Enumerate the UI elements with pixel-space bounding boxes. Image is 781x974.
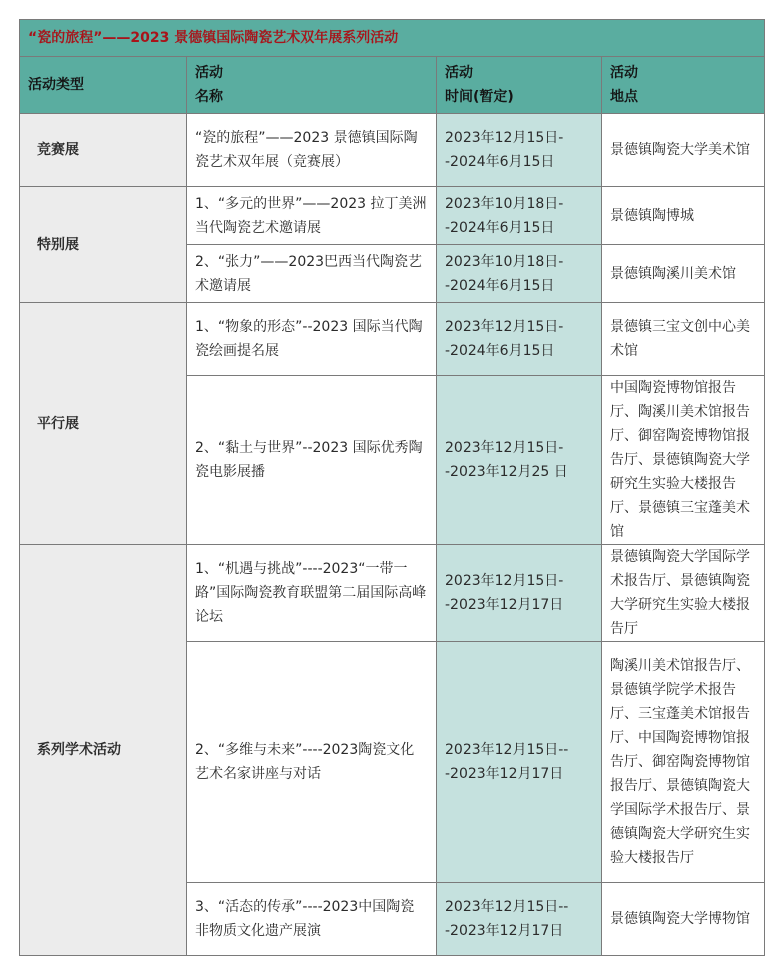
- activity-type: 特别展: [20, 187, 187, 303]
- activity-place: 陶溪川美术馆报告厅、景德镇学院学术报告厅、三宝蓬美术馆报告厅、中国陶瓷博物馆报告厅、御窑陶瓷博物馆报告厅、景德镇陶瓷大学国际学术报告厅、景德镇陶瓷大学研究生实验大楼报告厅: [602, 642, 765, 883]
- table-row: [20, 303, 765, 376]
- header-row: [20, 57, 765, 114]
- table-row: [20, 114, 765, 187]
- activity-time: 2023年12月15日--2024年6月15日: [437, 114, 602, 187]
- activity-name: 2、“多维与未来”----2023陶瓷文化艺术名家讲座与对话: [187, 642, 437, 883]
- activity-name: 3、“活态的传承”----2023中国陶瓷非物质文化遗产展演: [187, 883, 437, 956]
- header-time: [437, 57, 602, 114]
- table-row: [20, 545, 765, 642]
- activity-time: 2023年10月18日--2024年6月15日: [437, 187, 602, 245]
- activity-place: 中国陶瓷博物馆报告厅、陶溪川美术馆报告厅、御窑陶瓷博物馆报告厅、景德镇陶瓷大学研究生实验大楼报告厅、景德镇三宝蓬美术馆: [602, 376, 765, 545]
- header-name: [187, 57, 437, 114]
- activity-time: 2023年12月15日--2023年12月17日: [437, 545, 602, 642]
- activity-type: 竞赛展: [20, 114, 187, 187]
- activity-type: 系列学术活动: [20, 545, 187, 956]
- header-time-line1: 活动: [445, 65, 473, 81]
- activity-name: 2、“张力”——2023巴西当代陶瓷艺术邀请展: [187, 245, 437, 303]
- activity-time: 2023年12月15日--2023年12月25 日: [437, 376, 602, 545]
- activity-place: 景德镇三宝文创中心美术馆: [602, 303, 765, 376]
- activity-place: 景德镇陶瓷大学国际学术报告厅、景德镇陶瓷大学研究生实验大楼报告厅: [602, 545, 765, 642]
- table-title: “瓷的旅程”——2023 景德镇国际陶瓷艺术双年展系列活动: [20, 20, 765, 57]
- activity-name: 2、“黏土与世界”--2023 国际优秀陶瓷电影展播: [187, 376, 437, 545]
- activity-place: 景德镇陶瓷大学博物馆: [602, 883, 765, 956]
- header-name-line2: 名称: [195, 89, 223, 105]
- activity-time: 2023年12月15日---2023年12月17日: [437, 883, 602, 956]
- activity-type: 平行展: [20, 303, 187, 545]
- activity-time: 2023年12月15日---2023年12月17日: [437, 642, 602, 883]
- activity-name: “瓷的旅程”——2023 景德镇国际陶瓷艺术双年展（竞赛展）: [187, 114, 437, 187]
- activity-place: 景德镇陶博城: [602, 187, 765, 245]
- header-name-line1: 活动: [195, 65, 223, 81]
- activity-name: 1、“机遇与挑战”----2023“一带一路”国际陶瓷教育联盟第二届国际高峰论坛: [187, 545, 437, 642]
- events-table: [19, 19, 765, 956]
- activity-name: 1、“多元的世界”——2023 拉丁美洲当代陶瓷艺术邀请展: [187, 187, 437, 245]
- header-time-line2: 时间(暂定): [445, 89, 514, 105]
- header-type: 活动类型: [20, 57, 187, 114]
- table-row: [20, 187, 765, 245]
- activity-name: 1、“物象的形态”--2023 国际当代陶瓷绘画提名展: [187, 303, 437, 376]
- header-place-line1: 活动: [610, 65, 638, 81]
- activity-place: 景德镇陶瓷大学美术馆: [602, 114, 765, 187]
- header-place: [602, 57, 765, 114]
- activity-time: 2023年10月18日--2024年6月15日: [437, 245, 602, 303]
- activity-place: 景德镇陶溪川美术馆: [602, 245, 765, 303]
- activity-time: 2023年12月15日--2024年6月15日: [437, 303, 602, 376]
- header-place-line2: 地点: [610, 89, 638, 105]
- title-row: [20, 20, 765, 57]
